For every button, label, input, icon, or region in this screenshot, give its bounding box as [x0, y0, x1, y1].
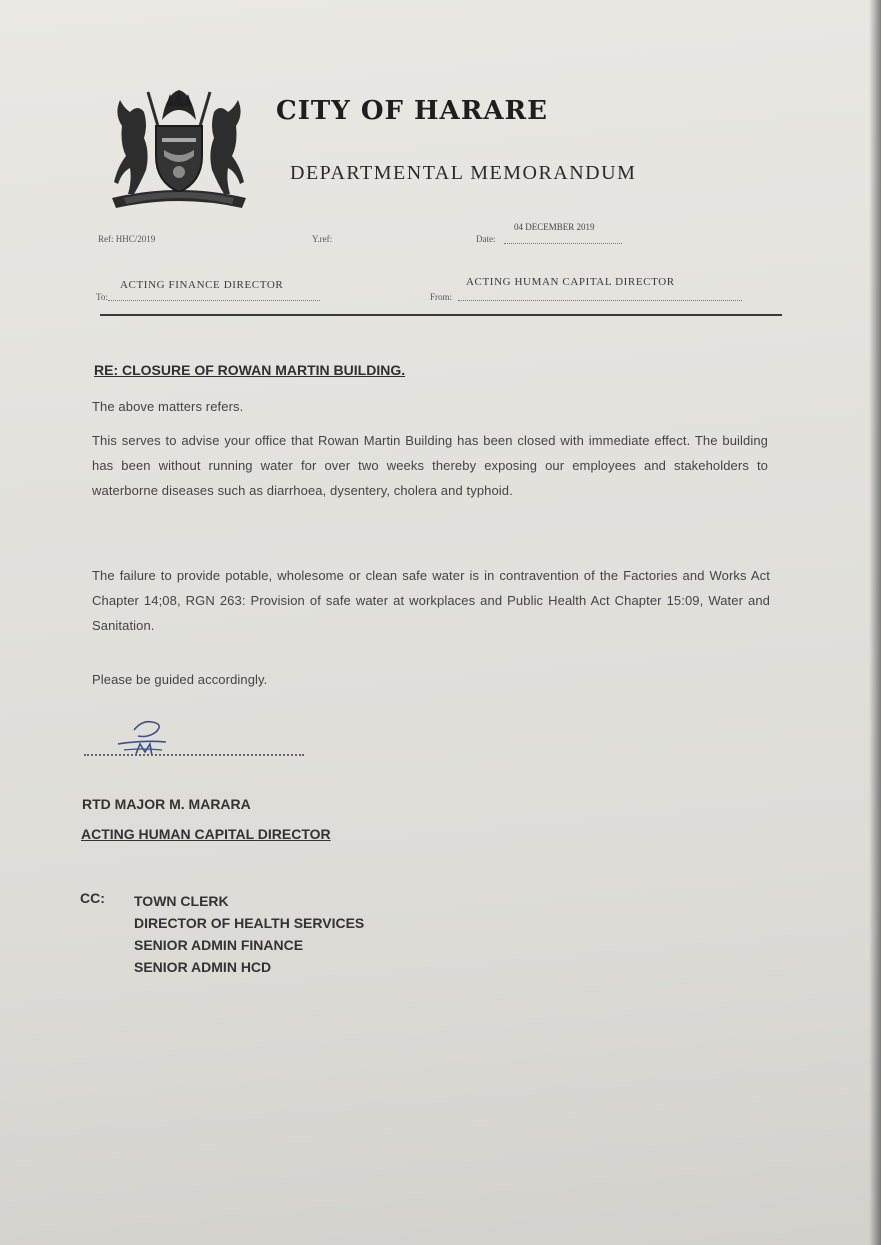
cc-recipient-list	[134, 890, 364, 978]
signature-line	[84, 754, 304, 756]
paragraph-closure-notice: This serves to advise your office that Rowan Martin Building has been closed with immediate effect. The building has been without running water for over two weeks thereby exposing our employees and stakeholders to waterborne diseases such as diarrhoea, dysentery, cholera and typhoid.	[92, 433, 768, 498]
cc-recipient: SENIOR ADMIN FINANCE	[134, 937, 304, 953]
paragraph-closing: Please be guided accordingly.	[92, 672, 268, 687]
to-label: To:	[96, 292, 108, 302]
header-divider	[100, 314, 782, 316]
paragraph-intro: The above matters refers.	[92, 399, 244, 414]
date-value: 04 DECEMBER 2019	[514, 222, 595, 232]
organization-name: CITY OF HARARE	[276, 96, 548, 126]
cc-label: CC:	[80, 890, 105, 906]
to-recipient: ACTING FINANCE DIRECTOR	[120, 279, 284, 291]
paragraph-legal-basis: The failure to provide potable, wholesome or clean safe water is in contravention of the Factories and Works Act Chapter 14;08, RGN 263: Provision of safe water at workplaces and Public Health Act Chapter 15:09, Water and Sanitation.	[92, 568, 770, 633]
signer-title: ACTING HUMAN CAPITAL DIRECTOR	[81, 826, 331, 842]
coat-of-arms-icon	[104, 86, 254, 216]
cc-recipient: DIRECTOR OF HEALTH SERVICES	[134, 915, 365, 931]
signer-name: RTD MAJOR M. MARARA	[82, 796, 251, 812]
from-sender: ACTING HUMAN CAPITAL DIRECTOR	[466, 276, 675, 288]
from-line	[458, 300, 742, 301]
reference-label: Ref: HHC/2019	[98, 234, 156, 244]
memo-type-heading: DEPARTMENTAL MEMORANDUM	[290, 162, 637, 184]
cc-recipient: TOWN CLERK	[134, 893, 229, 909]
from-label: From:	[430, 292, 453, 302]
cc-recipient: SENIOR ADMIN HCD	[134, 959, 272, 975]
to-line	[108, 300, 320, 301]
your-reference-label: Y.ref:	[312, 234, 333, 244]
date-line	[504, 243, 622, 244]
memo-subject: RE: CLOSURE OF ROWAN MARTIN BUILDING.	[94, 362, 406, 378]
date-label: Date:	[476, 234, 496, 244]
